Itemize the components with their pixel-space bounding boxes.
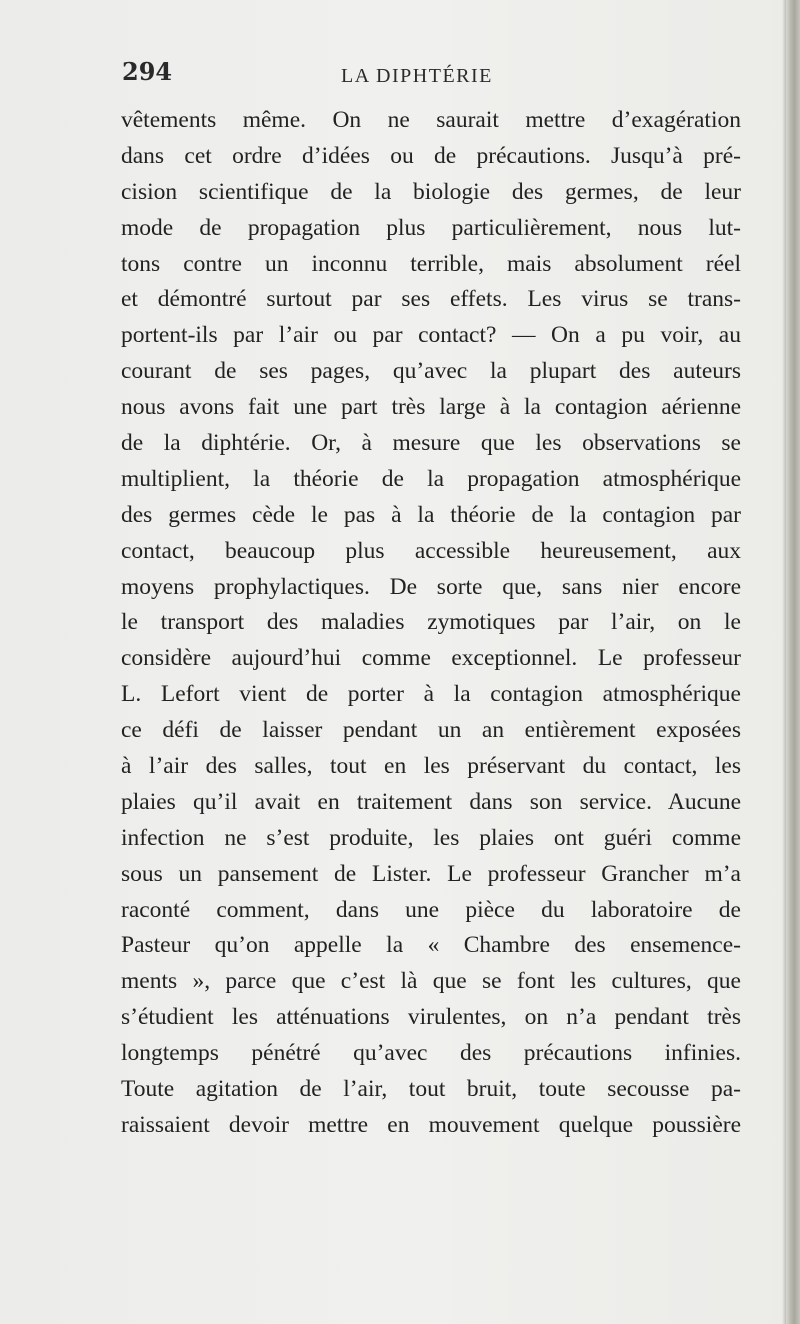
text-line: vêtements même. On ne saurait mettre d’exagération [121, 107, 741, 133]
text-line: tons contre un inconnu terrible, mais absolument réel [121, 250, 741, 277]
text-line: des germes cède le pas à la théorie de la contagion par [121, 501, 741, 528]
text-line: raissaient devoir mettre en mouvement quelque poussière [121, 1111, 741, 1138]
text-line: Toute agitation de l’air, tout bruit, toute secousse pa- [121, 1076, 741, 1103]
running-head: LA DIPHTÉRIE [341, 65, 493, 87]
text-line: portent-ils par l’air ou par contact? — On a pu voir, au [121, 322, 741, 349]
text-line: considère aujourd’hui comme exceptionnel. Le professeur [121, 645, 741, 672]
text-line: ce défi de laisser pendant un an entièrement exposées [121, 717, 741, 744]
text-line: moyens prophylactiques. De sorte que, sans nier encore [121, 573, 741, 600]
text-line: sous un pansement de Lister. Le professeur Grancher m’a [121, 860, 741, 887]
text-line: infection ne s’est produite, les plaies ont guéri comme [121, 824, 741, 851]
page-header [0, 57, 800, 97]
text-line: courant de ses pages, qu’avec la plupart des auteurs [121, 358, 741, 385]
page-edge-shadow [786, 0, 800, 1324]
text-line: nous avons fait une part très large à la contagion aérienne [121, 394, 741, 421]
text-line: mode de propagation plus particulièrement, nous lut- [121, 214, 741, 241]
body-text [121, 103, 741, 1144]
text-line: raconté comment, dans une pièce du laboratoire de [121, 896, 741, 923]
text-line: à l’air des salles, tout en les préservant du contact, les [121, 753, 741, 780]
text-line: L. Lefort vient de porter à la contagion atmosphérique [121, 681, 741, 708]
page-number: 294 [122, 57, 173, 86]
text-line: Pasteur qu’on appelle la « Chambre des ensemence- [121, 932, 741, 959]
text-line: et démontré surtout par ses effets. Les virus se trans- [121, 286, 741, 313]
text-line: le transport des maladies zymotiques par l’air, on le [121, 609, 741, 636]
text-line: plaies qu’il avait en traitement dans son service. Aucune [121, 788, 741, 815]
text-line: longtemps pénétré qu’avec des précautions infinies. [121, 1040, 741, 1067]
text-line: multiplient, la théorie de la propagation atmosphérique [121, 465, 741, 492]
text-line: dans cet ordre d’idées ou de précautions. Jusqu’à pré- [121, 142, 741, 169]
text-line: de la diphtérie. Or, à mesure que les observations se [121, 430, 741, 457]
text-line: s’étudient les atténuations virulentes, on n’a pendant très [121, 1004, 741, 1031]
text-line: cision scientifique de la biologie des germes, de leur [121, 178, 741, 205]
text-line: ments », parce que c’est là que se font les cultures, que [121, 968, 741, 995]
text-line: contact, beaucoup plus accessible heureusement, aux [121, 537, 741, 564]
